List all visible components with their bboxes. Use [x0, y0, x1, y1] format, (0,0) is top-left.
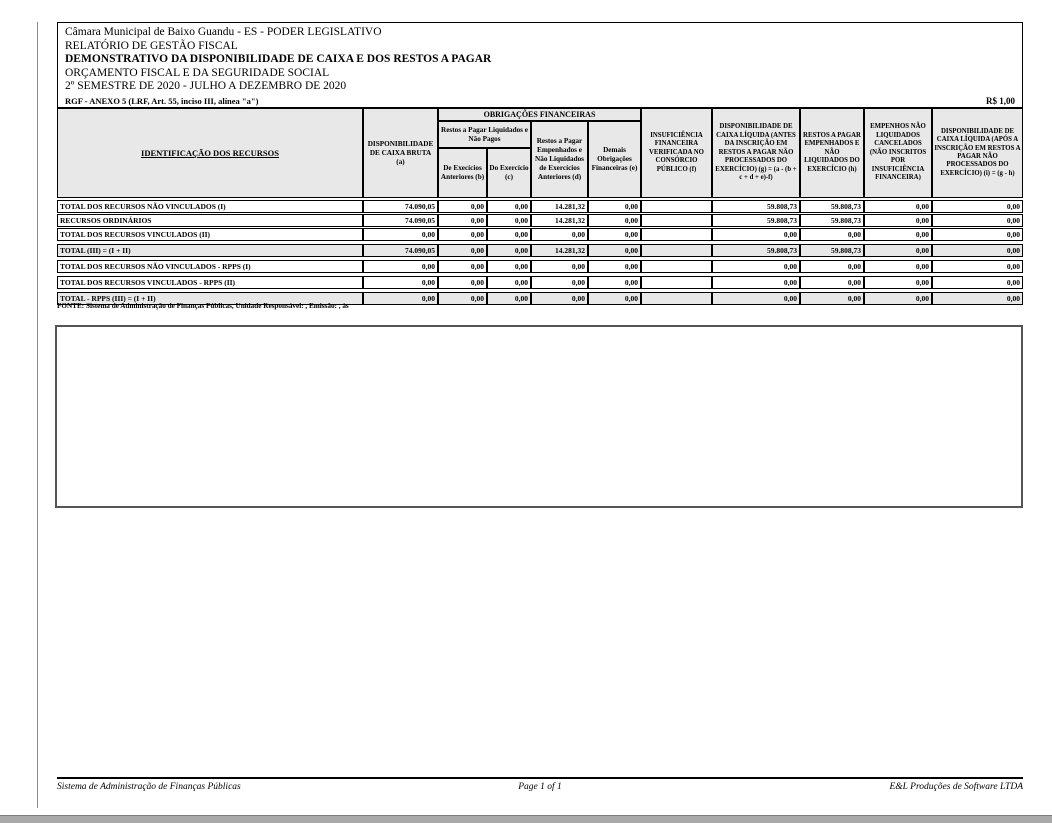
currency-unit: R$ 1,00 [986, 95, 1015, 106]
cell-do-exercicio-c: 0,00 [487, 228, 531, 241]
table-body [57, 200, 1023, 305]
cell-caixa-liquida-apos-i: 0,00 [932, 214, 1023, 227]
cell-empenhos-cancelados: 0,00 [864, 276, 932, 289]
table-row [57, 214, 1023, 227]
cell-caixa-liquida-apos-i: 0,00 [932, 244, 1023, 257]
cell-insuficiencia-f [641, 292, 712, 305]
cell-empenhos-cancelados: 0,00 [864, 228, 932, 241]
cell-exercicios-anteriores-b: 0,00 [438, 200, 487, 213]
cell-restos-empenhados-d: 14.281,32 [531, 244, 588, 257]
group-header-obrigacoes-financeiras: OBRIGAÇÕES FINANCEIRAS [438, 108, 641, 121]
fonte-note: FONTE: Sistema de Administração de Finanças Públicas, Unidade Responsável: , Emissão: , às [57, 302, 349, 310]
cell-demais-obrigacoes-e: 0,00 [588, 244, 641, 257]
period: 2º SEMESTRE DE 2020 - JULHO A DEZEMBRO DE 2020 [65, 80, 347, 93]
table-row [57, 244, 1023, 257]
cell-caixa-liquida-antes-g: 0,00 [712, 260, 800, 273]
report-header [57, 22, 1023, 108]
horizontal-scrollbar[interactable] [0, 815, 1052, 823]
cell-caixa-liquida-apos-i: 0,00 [932, 292, 1023, 305]
cell-restos-exercicio-h: 0,00 [800, 276, 864, 289]
cell-caixa-bruta-a: 0,00 [363, 276, 438, 289]
cell-empenhos-cancelados: 0,00 [864, 292, 932, 305]
cell-caixa-liquida-apos-i: 0,00 [932, 228, 1023, 241]
cell-do-exercicio-c: 0,00 [487, 260, 531, 273]
cell-caixa-bruta-a: 74.090,05 [363, 200, 438, 213]
column-header-caixa-bruta: DISPONIBILIDADE DE CAIXA BRUTA (a) [363, 108, 438, 198]
cell-empenhos-cancelados: 0,00 [864, 214, 932, 227]
report-type: RELATÓRIO DE GESTÃO FISCAL [65, 39, 238, 52]
cell-exercicios-anteriores-b: 0,00 [438, 244, 487, 257]
cell-caixa-bruta-a: 74.090,05 [363, 214, 438, 227]
column-header-d: Restos a Pagar Empenhados e Não Liquidados de Exercícios Anteriores (d) [531, 121, 588, 198]
footer-vendor: E&L Produções de Software LTDA [889, 782, 1023, 792]
cell-do-exercicio-c: 0,00 [487, 200, 531, 213]
footer-page-number: Page 1 of 1 [518, 782, 562, 792]
cell-restos-exercicio-h: 59.808,73 [800, 244, 864, 257]
cell-demais-obrigacoes-e: 0,00 [588, 276, 641, 289]
cell-do-exercicio-c: 0,00 [487, 276, 531, 289]
table-row [57, 200, 1023, 213]
cell-exercicios-anteriores-b: 0,00 [438, 228, 487, 241]
cell-empenhos-cancelados: 0,00 [864, 200, 932, 213]
cell-caixa-liquida-antes-g: 0,00 [712, 276, 800, 289]
row-label: RECURSOS ORDINÁRIOS [57, 214, 363, 227]
cell-demais-obrigacoes-e: 0,00 [588, 228, 641, 241]
table-row [57, 260, 1023, 273]
fiscal-table [57, 108, 1023, 305]
anexo-reference: RGF - ANEXO 5 (LRF, Art. 55, inciso III, alínea "a") [65, 95, 259, 106]
page-left-edge [37, 22, 38, 808]
table-header [57, 108, 1023, 198]
column-header-e: Demais Obrigações Financeiras (e) [588, 121, 641, 198]
cell-insuficiencia-f [641, 276, 712, 289]
entity-name: Câmara Municipal de Baixo Guandu - ES - PODER LEGISLATIVO [65, 26, 382, 38]
page-title: DEMONSTRATIVO DA DISPONIBILIDADE DE CAIXA E DOS RESTOS A PAGAR [65, 53, 492, 66]
cell-demais-obrigacoes-e: 0,00 [588, 200, 641, 213]
cell-demais-obrigacoes-e: 0,00 [588, 260, 641, 273]
cell-caixa-liquida-antes-g: 0,00 [712, 292, 800, 305]
column-header-identificacao: IDENTIFICAÇÃO DOS RECURSOS [57, 108, 363, 198]
cell-insuficiencia-f [641, 244, 712, 257]
cell-caixa-liquida-apos-i: 0,00 [932, 276, 1023, 289]
cell-caixa-liquida-antes-g: 59.808,73 [712, 244, 800, 257]
cell-caixa-liquida-antes-g: 59.808,73 [712, 214, 800, 227]
cell-restos-empenhados-d: 14.281,32 [531, 200, 588, 213]
column-header-empenhos-cancelados: EMPENHOS NÃO LIQUIDADOS CANCELADOS (NÃO INSCRITOS POR INSUFICIÊNCIA FINANCEIRA) [864, 108, 932, 198]
cell-restos-empenhados-d: 0,00 [531, 228, 588, 241]
cell-insuficiencia-f [641, 200, 712, 213]
column-header-f: INSUFICIÊNCIA FINANCEIRA VERIFICADA NO CONSÓRCIO PÚBLICO (f) [641, 108, 712, 198]
cell-caixa-bruta-a: 0,00 [363, 260, 438, 273]
cell-caixa-liquida-apos-i: 0,00 [932, 260, 1023, 273]
row-label: TOTAL DOS RECURSOS VINCULADOS - RPPS (II) [57, 276, 363, 289]
column-header-h: RESTOS A PAGAR EMPENHADOS E NÃO LIQUIDADOS DO EXERCÍCIO (h) [800, 108, 864, 198]
table-row [57, 228, 1023, 241]
cell-exercicios-anteriores-b: 0,00 [438, 260, 487, 273]
signature-box [55, 325, 1023, 508]
cell-restos-exercicio-h: 59.808,73 [800, 214, 864, 227]
column-header-b: De Execícios Anteriores (b) [438, 148, 487, 198]
cell-restos-exercicio-h: 59.808,73 [800, 200, 864, 213]
footer-system-name: Sistema de Administração de Finanças Públicas [57, 782, 241, 792]
column-header-c: Do Exercício (c) [487, 148, 531, 198]
row-label: TOTAL - RPPS (III) = (I + II) [57, 292, 363, 305]
cell-do-exercicio-c: 0,00 [487, 244, 531, 257]
budget-scope: ORÇAMENTO FISCAL E DA SEGURIDADE SOCIAL [65, 66, 330, 79]
cell-exercicios-anteriores-b: 0,00 [438, 292, 487, 305]
cell-demais-obrigacoes-e: 0,00 [588, 292, 641, 305]
cell-exercicios-anteriores-b: 0,00 [438, 214, 487, 227]
row-label: TOTAL DOS RECURSOS NÃO VINCULADOS - RPPS (I) [57, 260, 363, 273]
cell-restos-empenhados-d: 0,00 [531, 292, 588, 305]
cell-insuficiencia-f [641, 260, 712, 273]
cell-caixa-bruta-a: 0,00 [363, 292, 438, 305]
cell-caixa-bruta-a: 0,00 [363, 228, 438, 241]
row-label: TOTAL DOS RECURSOS NÃO VINCULADOS (I) [57, 200, 363, 213]
cell-restos-exercicio-h: 0,00 [800, 228, 864, 241]
group-header-restos-liquidados: Restos a Pagar Liquidados e Não Pagos [438, 121, 531, 148]
cell-empenhos-cancelados: 0,00 [864, 260, 932, 273]
column-header-i: DISPONIBILIDADE DE CAIXA LÍQUIDA (APÓS A INSCRIÇÃO EM RESTOS A PAGAR NÃO PROCESSADOS DO EXERCÍCIO) (i) = (g - h) [932, 108, 1023, 198]
column-header-g: DISPONIBILIDADE DE CAIXA LÍQUIDA (ANTES DA INSCRIÇÃO EM RESTOS A PAGAR NÃO PROCESSADOS DO EXERCÍCIO) (g) = (a - (b + c + d + e)-f) [712, 108, 800, 198]
footer-divider [57, 777, 1023, 779]
cell-caixa-liquida-antes-g: 59.808,73 [712, 200, 800, 213]
row-label: TOTAL (III) = (I + II) [57, 244, 363, 257]
cell-empenhos-cancelados: 0,00 [864, 244, 932, 257]
cell-restos-empenhados-d: 0,00 [531, 276, 588, 289]
cell-do-exercicio-c: 0,00 [487, 292, 531, 305]
table-row [57, 276, 1023, 289]
cell-do-exercicio-c: 0,00 [487, 214, 531, 227]
cell-restos-exercicio-h: 0,00 [800, 292, 864, 305]
cell-insuficiencia-f [641, 214, 712, 227]
cell-restos-exercicio-h: 0,00 [800, 260, 864, 273]
cell-restos-empenhados-d: 0,00 [531, 260, 588, 273]
cell-insuficiencia-f [641, 228, 712, 241]
cell-exercicios-anteriores-b: 0,00 [438, 276, 487, 289]
cell-demais-obrigacoes-e: 0,00 [588, 214, 641, 227]
row-label: TOTAL DOS RECURSOS VINCULADOS (II) [57, 228, 363, 241]
cell-caixa-liquida-apos-i: 0,00 [932, 200, 1023, 213]
cell-caixa-bruta-a: 74.090,05 [363, 244, 438, 257]
cell-restos-empenhados-d: 14.281,32 [531, 214, 588, 227]
page-footer [57, 782, 1023, 792]
cell-caixa-liquida-antes-g: 0,00 [712, 228, 800, 241]
